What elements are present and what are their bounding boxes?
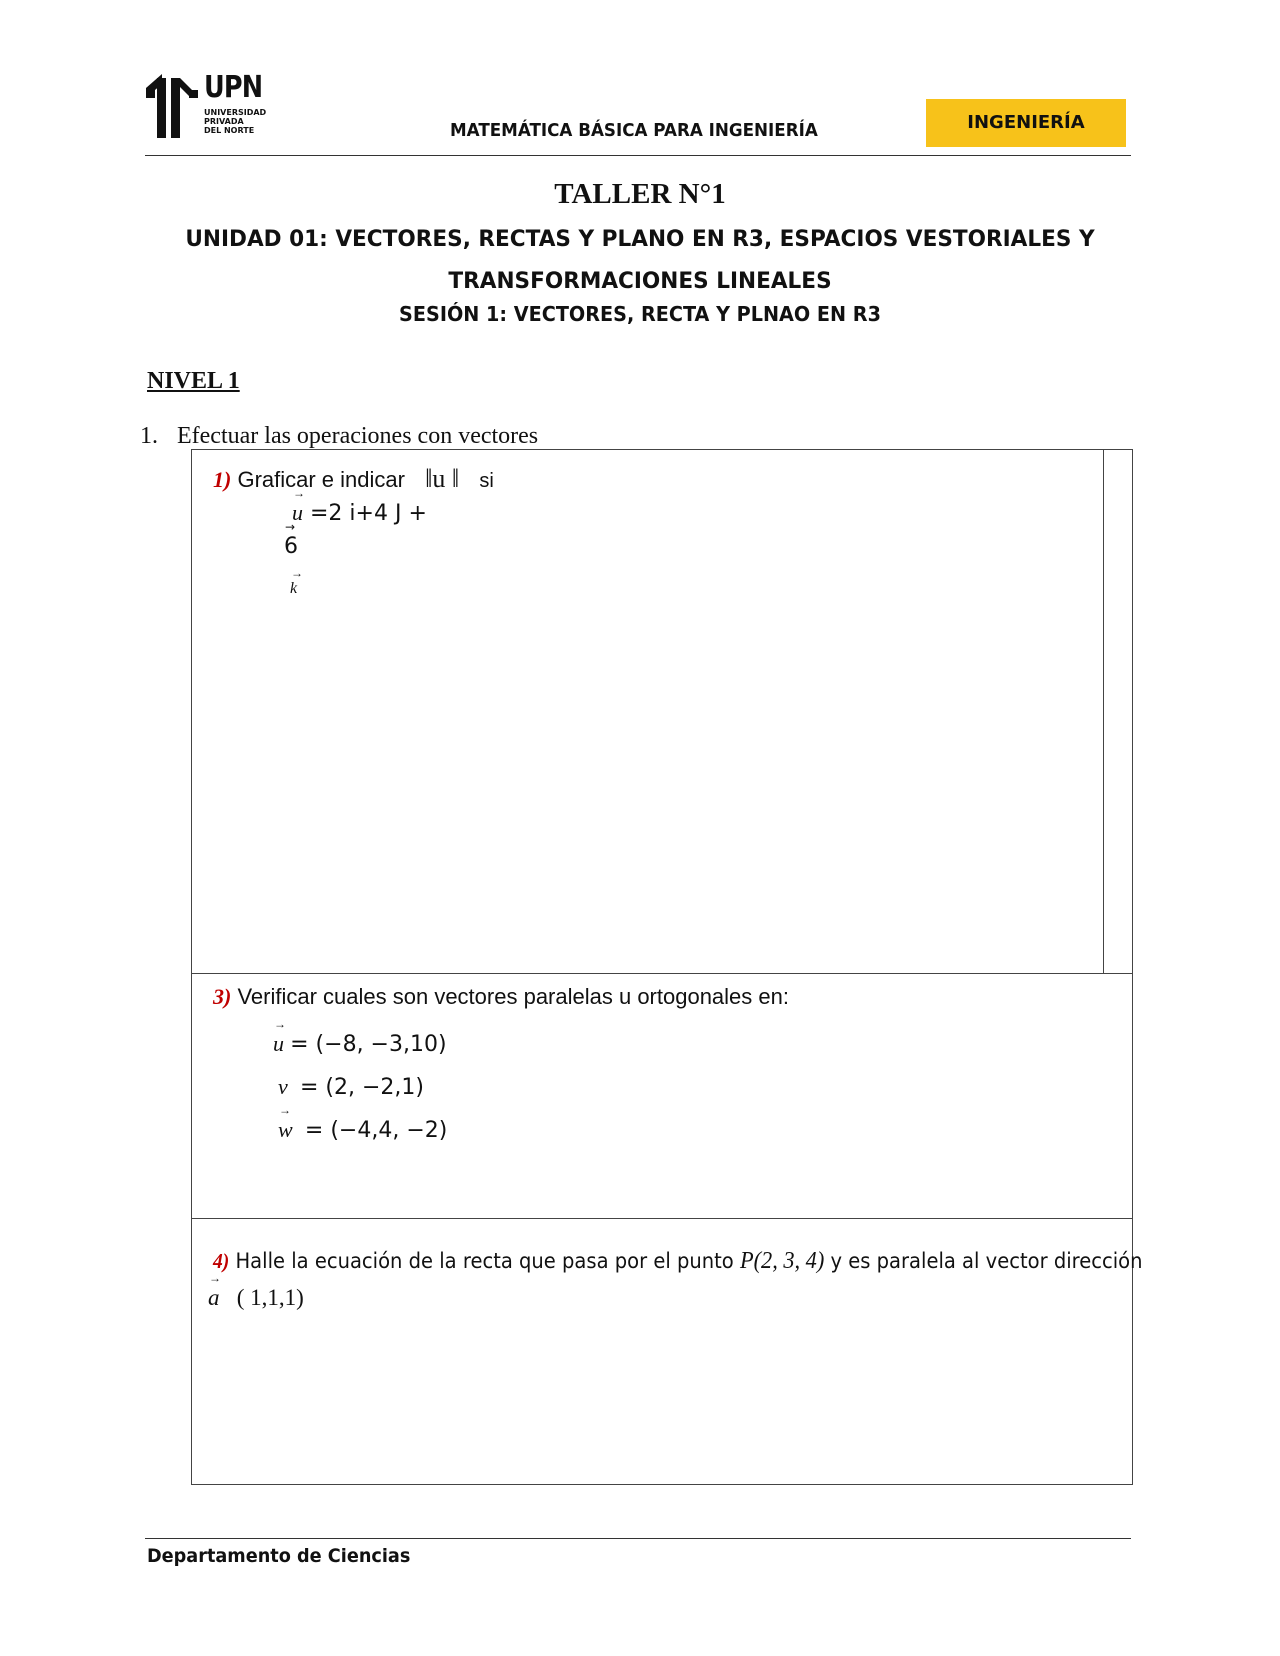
table-row-divider bbox=[191, 973, 1133, 974]
vector-v: v = (2, −2,1) bbox=[278, 1074, 424, 1100]
vector-w: → w = (−4,4, −2) bbox=[278, 1117, 447, 1143]
logo-text: UPN bbox=[204, 70, 263, 105]
footer-divider bbox=[145, 1538, 1131, 1539]
problem-1-equation-line2: → 6 bbox=[284, 534, 298, 559]
exercise-table bbox=[191, 449, 1133, 1485]
direction-vector: → a ( 1,1,1) bbox=[208, 1285, 304, 1311]
session-title: SESIÓN 1: VECTORES, RECTA Y PLNAO EN R3 bbox=[399, 302, 881, 326]
header-divider bbox=[145, 155, 1131, 156]
page-title: TALLER N°1 bbox=[554, 178, 726, 210]
problem-1-statement: 1) Graficar e indicar ‖u ‖ si bbox=[213, 464, 494, 493]
problem-3-statement: 3) Verificar cuales son vectores paralelas u ortogonales en: bbox=[213, 984, 789, 1009]
faculty-badge: INGENIERÍA bbox=[926, 99, 1126, 147]
course-title: MATEMÁTICA BÁSICA PARA INGENIERÍA bbox=[450, 120, 818, 141]
table-row-divider bbox=[191, 1218, 1133, 1219]
norm-u: ‖u ‖ bbox=[425, 464, 460, 493]
problem-1-equation-line3: → k bbox=[290, 580, 297, 598]
vector-u: → u = (−8, −3,10) bbox=[273, 1031, 447, 1057]
unit-title: UNIDAD 01: VECTORES, RECTAS Y PLANO EN R3, ESPACIOS VESTORIALES Y TRANSFORMACIONES LINEALES bbox=[185, 226, 1095, 294]
upn-logo-icon bbox=[146, 74, 198, 138]
footer-text: Departamento de Ciencias bbox=[147, 1545, 411, 1567]
table-column-divider bbox=[1103, 449, 1104, 974]
logo-subtitle: UNIVERSIDAD PRIVADA DEL NORTE bbox=[204, 108, 267, 135]
level-heading: NIVEL 1 bbox=[147, 368, 240, 394]
problem-1-equation: → u =2 i+4 J + bbox=[292, 500, 427, 526]
question-1: 1. Efectuar las operaciones con vectores bbox=[140, 423, 539, 449]
problem-4-statement: 4) Halle la ecuación de la recta que pasa por el punto P(2, 3, 4) y es paralela al vector dirección bbox=[213, 1248, 1143, 1274]
